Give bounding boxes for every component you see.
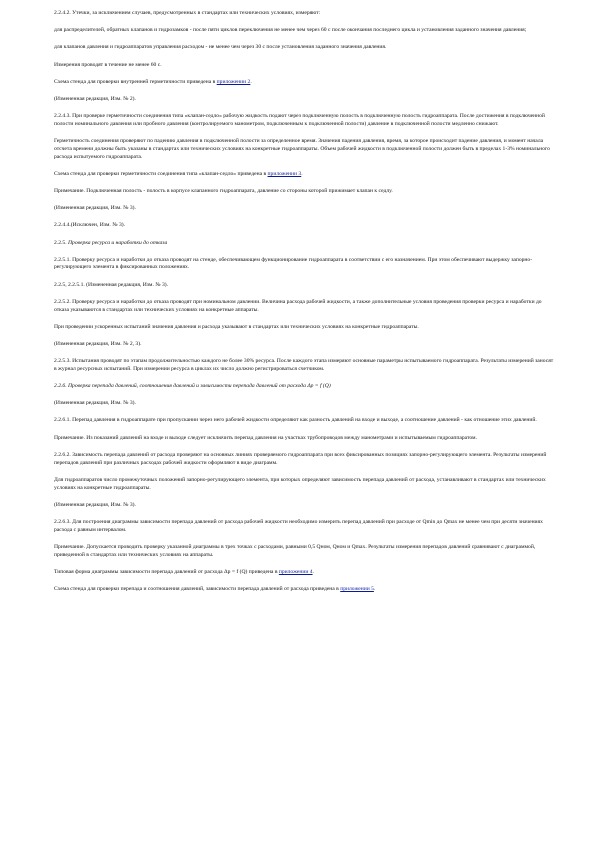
appendix-link[interactable]: приложении 2 (216, 78, 251, 85)
text-segment: 2.2.5.2. Проверку ресурса и наработки до отказа проводят при номинальном давлении. Величина расхода рабочей жидкости, а также дополнительные условия проведения проверки ресурса и наработки до отказа указываются в стандартах или технических условиях на конкретные аппараты. (54, 298, 542, 313)
text-segment: (Измененная редакция, Изм. № 3). (54, 501, 136, 508)
paragraph-p28 (54, 544, 554, 559)
paragraph-p11 (54, 205, 554, 213)
paragraph-p10 (54, 188, 554, 196)
text-segment: для клапанов давления и гидроаппаратов управления расходом - не менее чем через 30 с после установления заданного значения давления. (54, 44, 387, 51)
text-segment: . (301, 170, 303, 177)
appendix-link[interactable]: приложении 4 (278, 568, 313, 575)
paragraph-p9 (54, 171, 554, 179)
text-segment: Примечание. Из показаний давлений на входе и выходе следует исключить перепад давления на участках трубопроводов между манометрами и испытываемым гидроаппаратом. (54, 434, 477, 441)
document-body (54, 10, 554, 603)
text-segment: Схема стенда для проверки перепада и соотношения давлений, зависимости перепада давлений от расхода приведена в (54, 585, 341, 592)
paragraph-p27 (54, 519, 554, 534)
appendix-link[interactable]: приложении 3 (267, 170, 302, 177)
text-segment: При проведении ускоренных испытаний значения давления и расхода указывают в стандартах или технических условиях на конкретные гидроаппараты. (54, 323, 419, 330)
text-segment: 2.2.6.3. Для построения диаграммы зависимости перепада давлений от расхода рабочей жидкости необходимо измерить перепад давлений при расходе от Qmin до Qmax не менее чем при десяти значениях расхода с равным интервалом. (54, 518, 543, 533)
paragraph-p25 (54, 477, 554, 492)
text-segment: 2.2.5.3. Испытания проводят по этапам продолжительностью каждого не более 30% ресурса. После каждого этапа измеряют основные параметры испытываемого гидроаппарата. Результаты измерений заносят в журнал ресурсных испытаний. При измерении ресурса в циклах их число должно регистрироваться счетчиком. (54, 358, 554, 372)
text-segment: . (250, 78, 252, 85)
paragraph-p14 (54, 257, 554, 272)
text-segment: 2.2.5. (54, 239, 68, 246)
paragraph-p16 (54, 299, 554, 314)
appendix-link[interactable]: приложении 5 (340, 585, 374, 592)
text-segment: . (312, 568, 314, 575)
paragraph-p19 (54, 358, 554, 373)
text-segment: (Измененная редакция, Изм. № 2, 3). (54, 340, 142, 347)
text-segment: (Измененная редакция, Изм. № 2). (54, 96, 136, 103)
paragraph-p21 (54, 400, 554, 408)
paragraph-p5 (54, 79, 554, 87)
text-segment: (Измененная редакция, Изм. № 3). (54, 205, 136, 212)
paragraph-p30 (54, 586, 554, 594)
paragraph-p1 (54, 10, 554, 18)
paragraph-p26 (54, 502, 554, 510)
text-segment: Герметичность соединения проверяют по падению давления в подключенной полости за определенное время. Значения падения давления, время, за которое происходит падение давления, и момент начала отсчета времени должны быть указаны в стандартах или технических условиях на конкретные гидроаппараты. Объем рабочей жидкости в подключенной полости должен быть в пределах 1-3% номинального расхода испытуемого гидроаппарата. (54, 138, 550, 160)
paragraph-p13 (54, 240, 554, 248)
paragraph-p17 (54, 324, 554, 332)
text-segment: Измерения проводят в течение не менее 60 с. (54, 61, 162, 68)
text-segment: Примечание. Подключенная полость - полость в корпусе клапанного гидроаппарата, давление со стороны которой прижимает клапан к седлу. (54, 187, 393, 194)
paragraph-p4 (54, 62, 554, 70)
text-segment: . (373, 585, 376, 592)
text-segment: (Измененная редакция, Изм. № 3). (54, 400, 136, 407)
paragraph-p7 (54, 113, 554, 128)
text-segment: для распределителей, обратных клапанов и гидрозамков - после пяти циклов переключения не менее чем через 60 с после окончания последнего цикла и установления заданного значения давления; (54, 27, 527, 34)
text-segment: 2.2.4.4.(Исключен, Изм. № 3). (54, 222, 126, 229)
paragraph-p3 (54, 44, 554, 52)
text-segment: Примечание. Допускается проводить проверку указанной диаграммы в трех точках с расходами, равными 0,5 Qном, Qном и Qmax. Результаты измерения перепадов давлений сравнивают с диаграммой, приведенной в стандартах или технических условиях на аппараты. (54, 543, 536, 558)
text-segment: 2.2.6.2. Зависимость перепада давлений от расхода проверяют на основных линиях проверяемого гидроаппарата при всех фиксированных позициях запорно-регулирующего элемента. Результаты измерений перепадов давлений при различных расходах рабочей жидкости оформляют в виде диаграмм. (54, 451, 547, 466)
paragraph-p12 (54, 222, 554, 230)
paragraph-p15 (54, 282, 554, 290)
text-segment: 2.2.6. Проверка перепада давлений, соотношения давлений и зависимости перепада давлений от расхода Δp = f (Q) (54, 383, 331, 390)
paragraph-p2 (54, 27, 554, 35)
text-segment: 2.2.4.2. Утечки, за исключением случаев, предусмотренных в стандартах или технических условиях, измеряют: (54, 10, 321, 16)
paragraph-p8 (54, 138, 554, 161)
text-segment: 2.2.4.3. При проверке герметичности соединения типа «клапан-седло» рабочую жидкость подают через подключенную полость в подключенную полость гидроаппарата. После достижения в подключенной полости номинального давления или пробного давления (контролируемого манометром, подключенным к подключенной полости) давление в подключенной полости медленно снижают. (54, 113, 545, 127)
text-segment: 2.2.6.1. Перепад давления в гидроаппарате при пропускании через него рабочей жидкости определяют как разность давлений на входе и выходе, а соотношение давлений - как отношение этих давлений. (54, 417, 537, 424)
text-segment: 2.2.5.1. Проверку ресурса и наработки до отказа проводят на стенде, обеспечивающем функционирование гидроаппарата в соответствии с его назначением. При этом обеспечивают выдержку запорно-регулирующего элемента в фиксированных положениях. (54, 256, 533, 271)
text-segment: Схема стенда для проверки герметичности соединения типа «клапан-седло» приведена в (54, 170, 268, 177)
paragraph-p18 (54, 341, 554, 349)
text-segment: Типовая форма диаграммы зависимости перепада давлений от расхода Δp = f (Q) приведена в (54, 568, 279, 575)
text-segment: 2.2.5, 2.2.5.1. (Измененная редакция, Изм. № 3). (54, 281, 169, 288)
paragraph-p22 (54, 417, 554, 425)
paragraph-p23 (54, 435, 554, 443)
paragraph-p24 (54, 452, 554, 467)
text-segment: Для гидроаппаратов число промежуточных положений запорно-регулирующего элемента, при которых определяют зависимость перепада давлений от расхода, устанавливают в стандартах или технических условиях на конкретные гидроаппараты. (54, 476, 546, 491)
text-segment: Проверка ресурса и наработки до отказа (67, 239, 168, 246)
text-segment: Схема стенда для проверки внутренней герметичности приведена в (54, 78, 217, 85)
paragraph-p20 (54, 383, 554, 391)
paragraph-p29 (54, 569, 554, 577)
paragraph-p6 (54, 96, 554, 104)
